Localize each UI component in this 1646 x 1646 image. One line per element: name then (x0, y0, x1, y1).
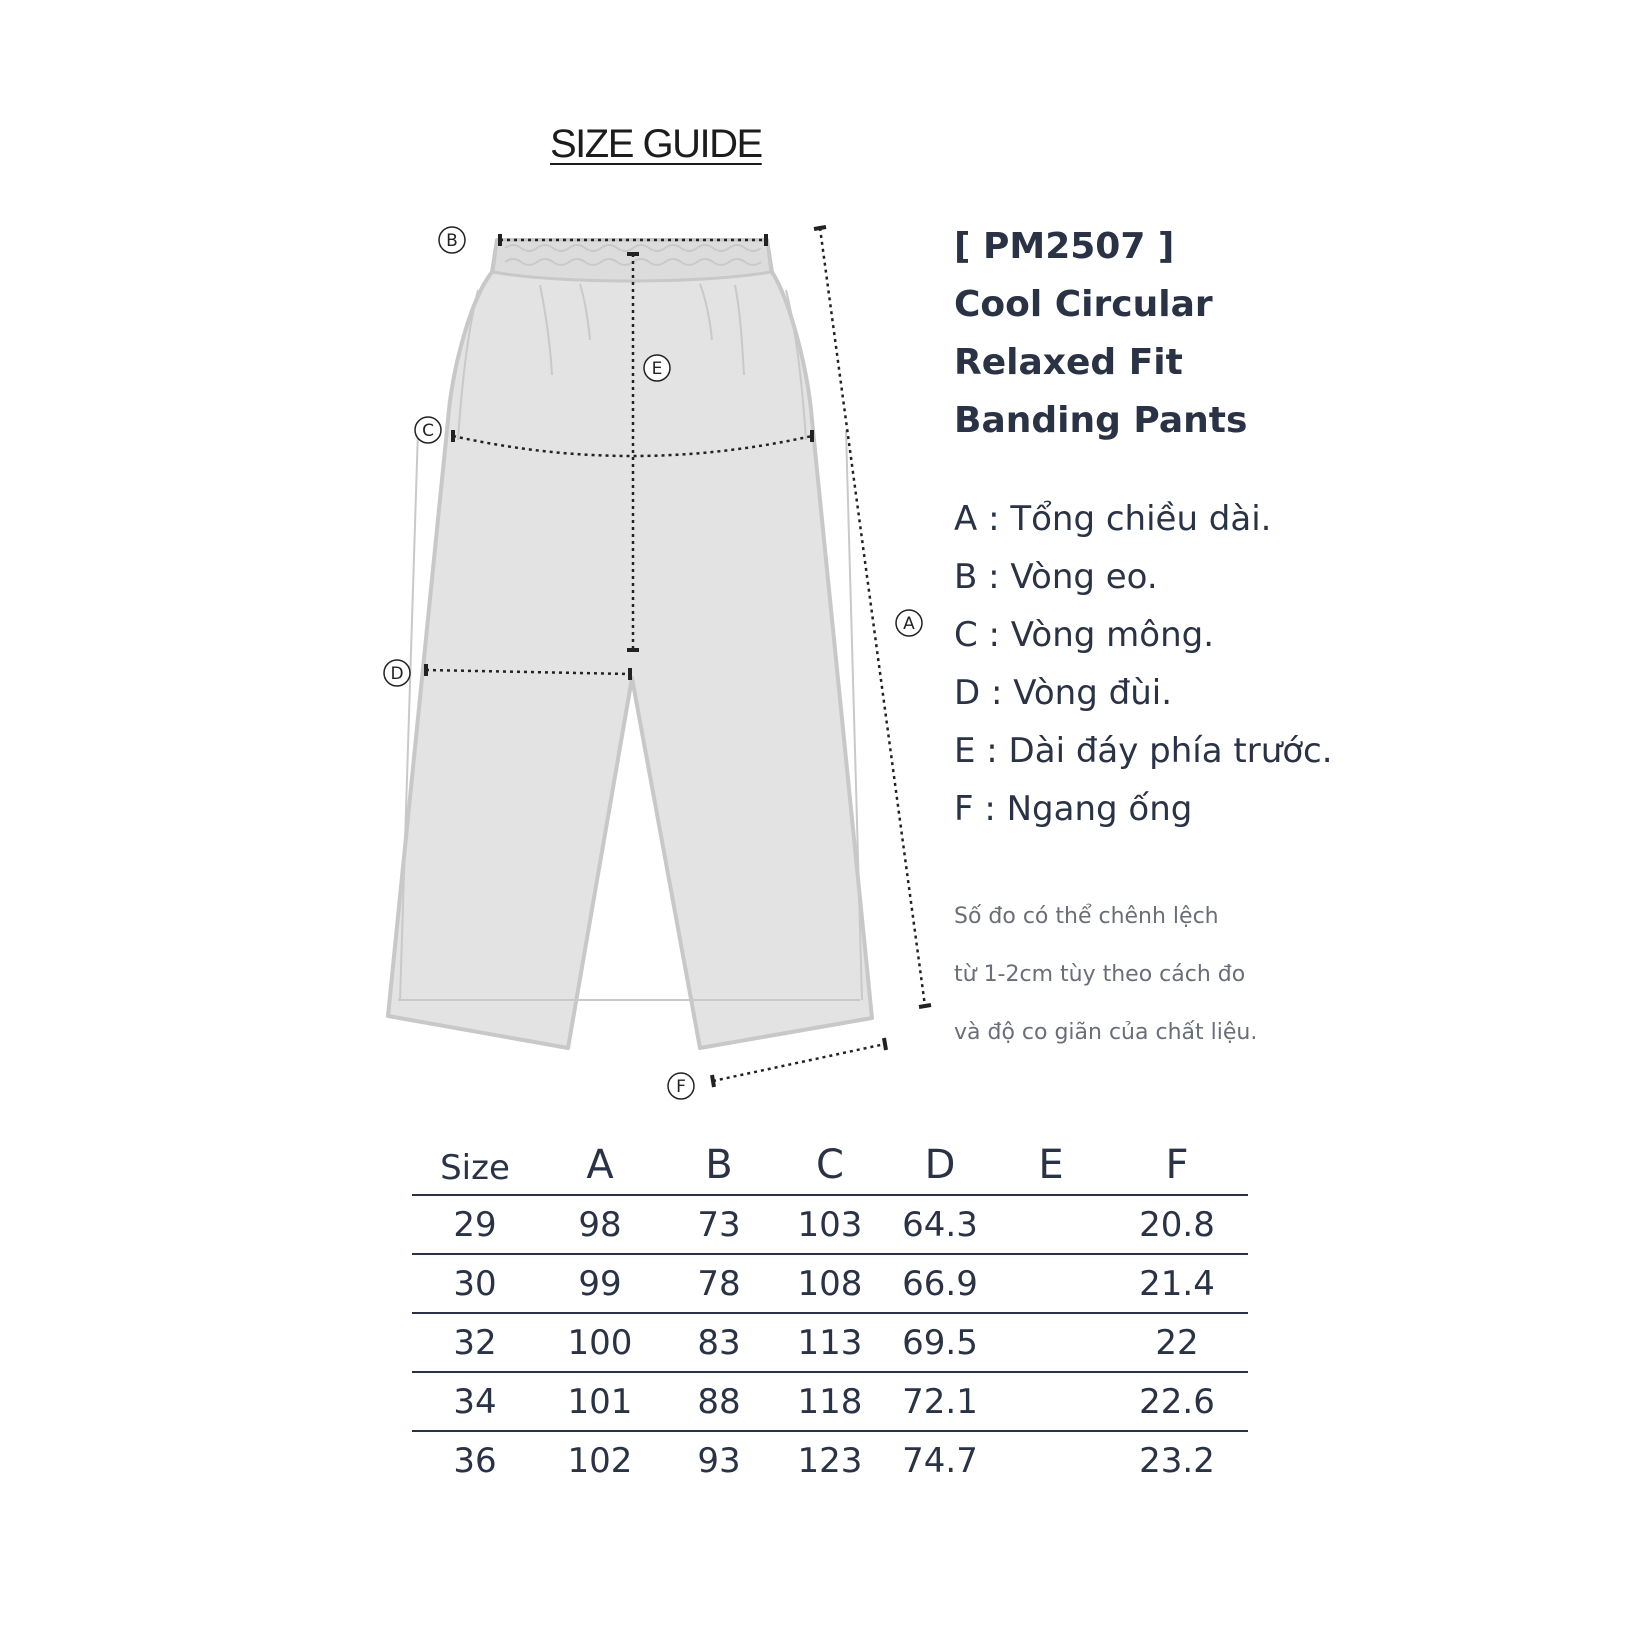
table-cell: 103 (776, 1195, 884, 1254)
table-cell: 72.1 (884, 1372, 996, 1431)
header-f: F (1165, 1142, 1189, 1188)
product-name-line: Relaxed Fit (954, 342, 1183, 383)
legend-item-f: F : Ngang ống (954, 789, 1193, 829)
table-cell: 66.9 (884, 1254, 996, 1313)
note-line: Số đo có thể chênh lệch (954, 904, 1219, 929)
table-cell (996, 1195, 1106, 1254)
header-size: Size (440, 1148, 510, 1188)
legend-item-d: D : Vòng đùi. (954, 673, 1172, 713)
table-cell: 98 (538, 1195, 662, 1254)
label-a: A (903, 614, 915, 634)
table-cell: 88 (662, 1372, 776, 1431)
label-f: F (676, 1077, 686, 1097)
header-b: B (705, 1142, 733, 1188)
table-cell: 22 (1106, 1313, 1248, 1372)
table-cell: 30 (412, 1254, 538, 1313)
header-e: E (1038, 1142, 1064, 1188)
table-cell: 113 (776, 1313, 884, 1372)
measure-line-f (713, 1044, 885, 1081)
legend-item-e: E : Dài đáy phía trước. (954, 731, 1333, 771)
header-a: A (586, 1142, 614, 1188)
product-name-line: Banding Pants (954, 400, 1248, 441)
note-line: và độ co giãn của chất liệu. (954, 1020, 1258, 1045)
product-name-line: Cool Circular (954, 284, 1213, 325)
label-d: D (390, 664, 404, 684)
table-cell: 78 (662, 1254, 776, 1313)
size-table (412, 1120, 1248, 1489)
table-cell: 83 (662, 1313, 776, 1372)
product-info (954, 218, 1247, 450)
table-cell (996, 1431, 1106, 1489)
table-cell: 64.3 (884, 1195, 996, 1254)
table-cell: 22.6 (1106, 1372, 1248, 1431)
header-c: C (816, 1142, 844, 1188)
table-cell: 108 (776, 1254, 884, 1313)
table-cell: 73 (662, 1195, 776, 1254)
table-cell: 118 (776, 1372, 884, 1431)
table-cell: 29 (412, 1195, 538, 1254)
table-row (412, 1431, 1248, 1489)
table-cell: 34 (412, 1372, 538, 1431)
table-cell (996, 1254, 1106, 1313)
table-cell (996, 1313, 1106, 1372)
table-cell: 20.8 (1106, 1195, 1248, 1254)
table-row (412, 1254, 1248, 1313)
legend-item-b: B : Vòng eo. (954, 557, 1158, 597)
table-cell: 93 (662, 1431, 776, 1489)
measurement-note (954, 888, 1257, 1062)
table-cell: 100 (538, 1313, 662, 1372)
table-cell: 21.4 (1106, 1254, 1248, 1313)
table-cell: 36 (412, 1431, 538, 1489)
legend-item-a: A : Tổng chiều dài. (954, 499, 1272, 539)
measurement-legend (954, 490, 1333, 838)
table-cell: 23.2 (1106, 1431, 1248, 1489)
table-row (412, 1372, 1248, 1431)
table-cell: 32 (412, 1313, 538, 1372)
label-b: B (446, 231, 458, 251)
header-d: D (924, 1142, 956, 1188)
product-code: [ PM2507 ] (954, 226, 1175, 267)
table-cell: 101 (538, 1372, 662, 1431)
table-cell (996, 1372, 1106, 1431)
label-c: C (422, 421, 434, 441)
page-title: SIZE GUIDE (550, 122, 762, 166)
table-cell: 123 (776, 1431, 884, 1489)
table-row (412, 1195, 1248, 1254)
table-cell: 99 (538, 1254, 662, 1313)
table-cell: 69.5 (884, 1313, 996, 1372)
table-cell: 74.7 (884, 1431, 996, 1489)
legend-item-c: C : Vòng mông. (954, 615, 1215, 655)
waistband (493, 240, 771, 281)
label-e: E (651, 359, 663, 379)
note-line: từ 1-2cm tùy theo cách đo (954, 962, 1246, 987)
table-row (412, 1313, 1248, 1372)
table-cell: 102 (538, 1431, 662, 1489)
table-header-row (412, 1120, 1248, 1195)
